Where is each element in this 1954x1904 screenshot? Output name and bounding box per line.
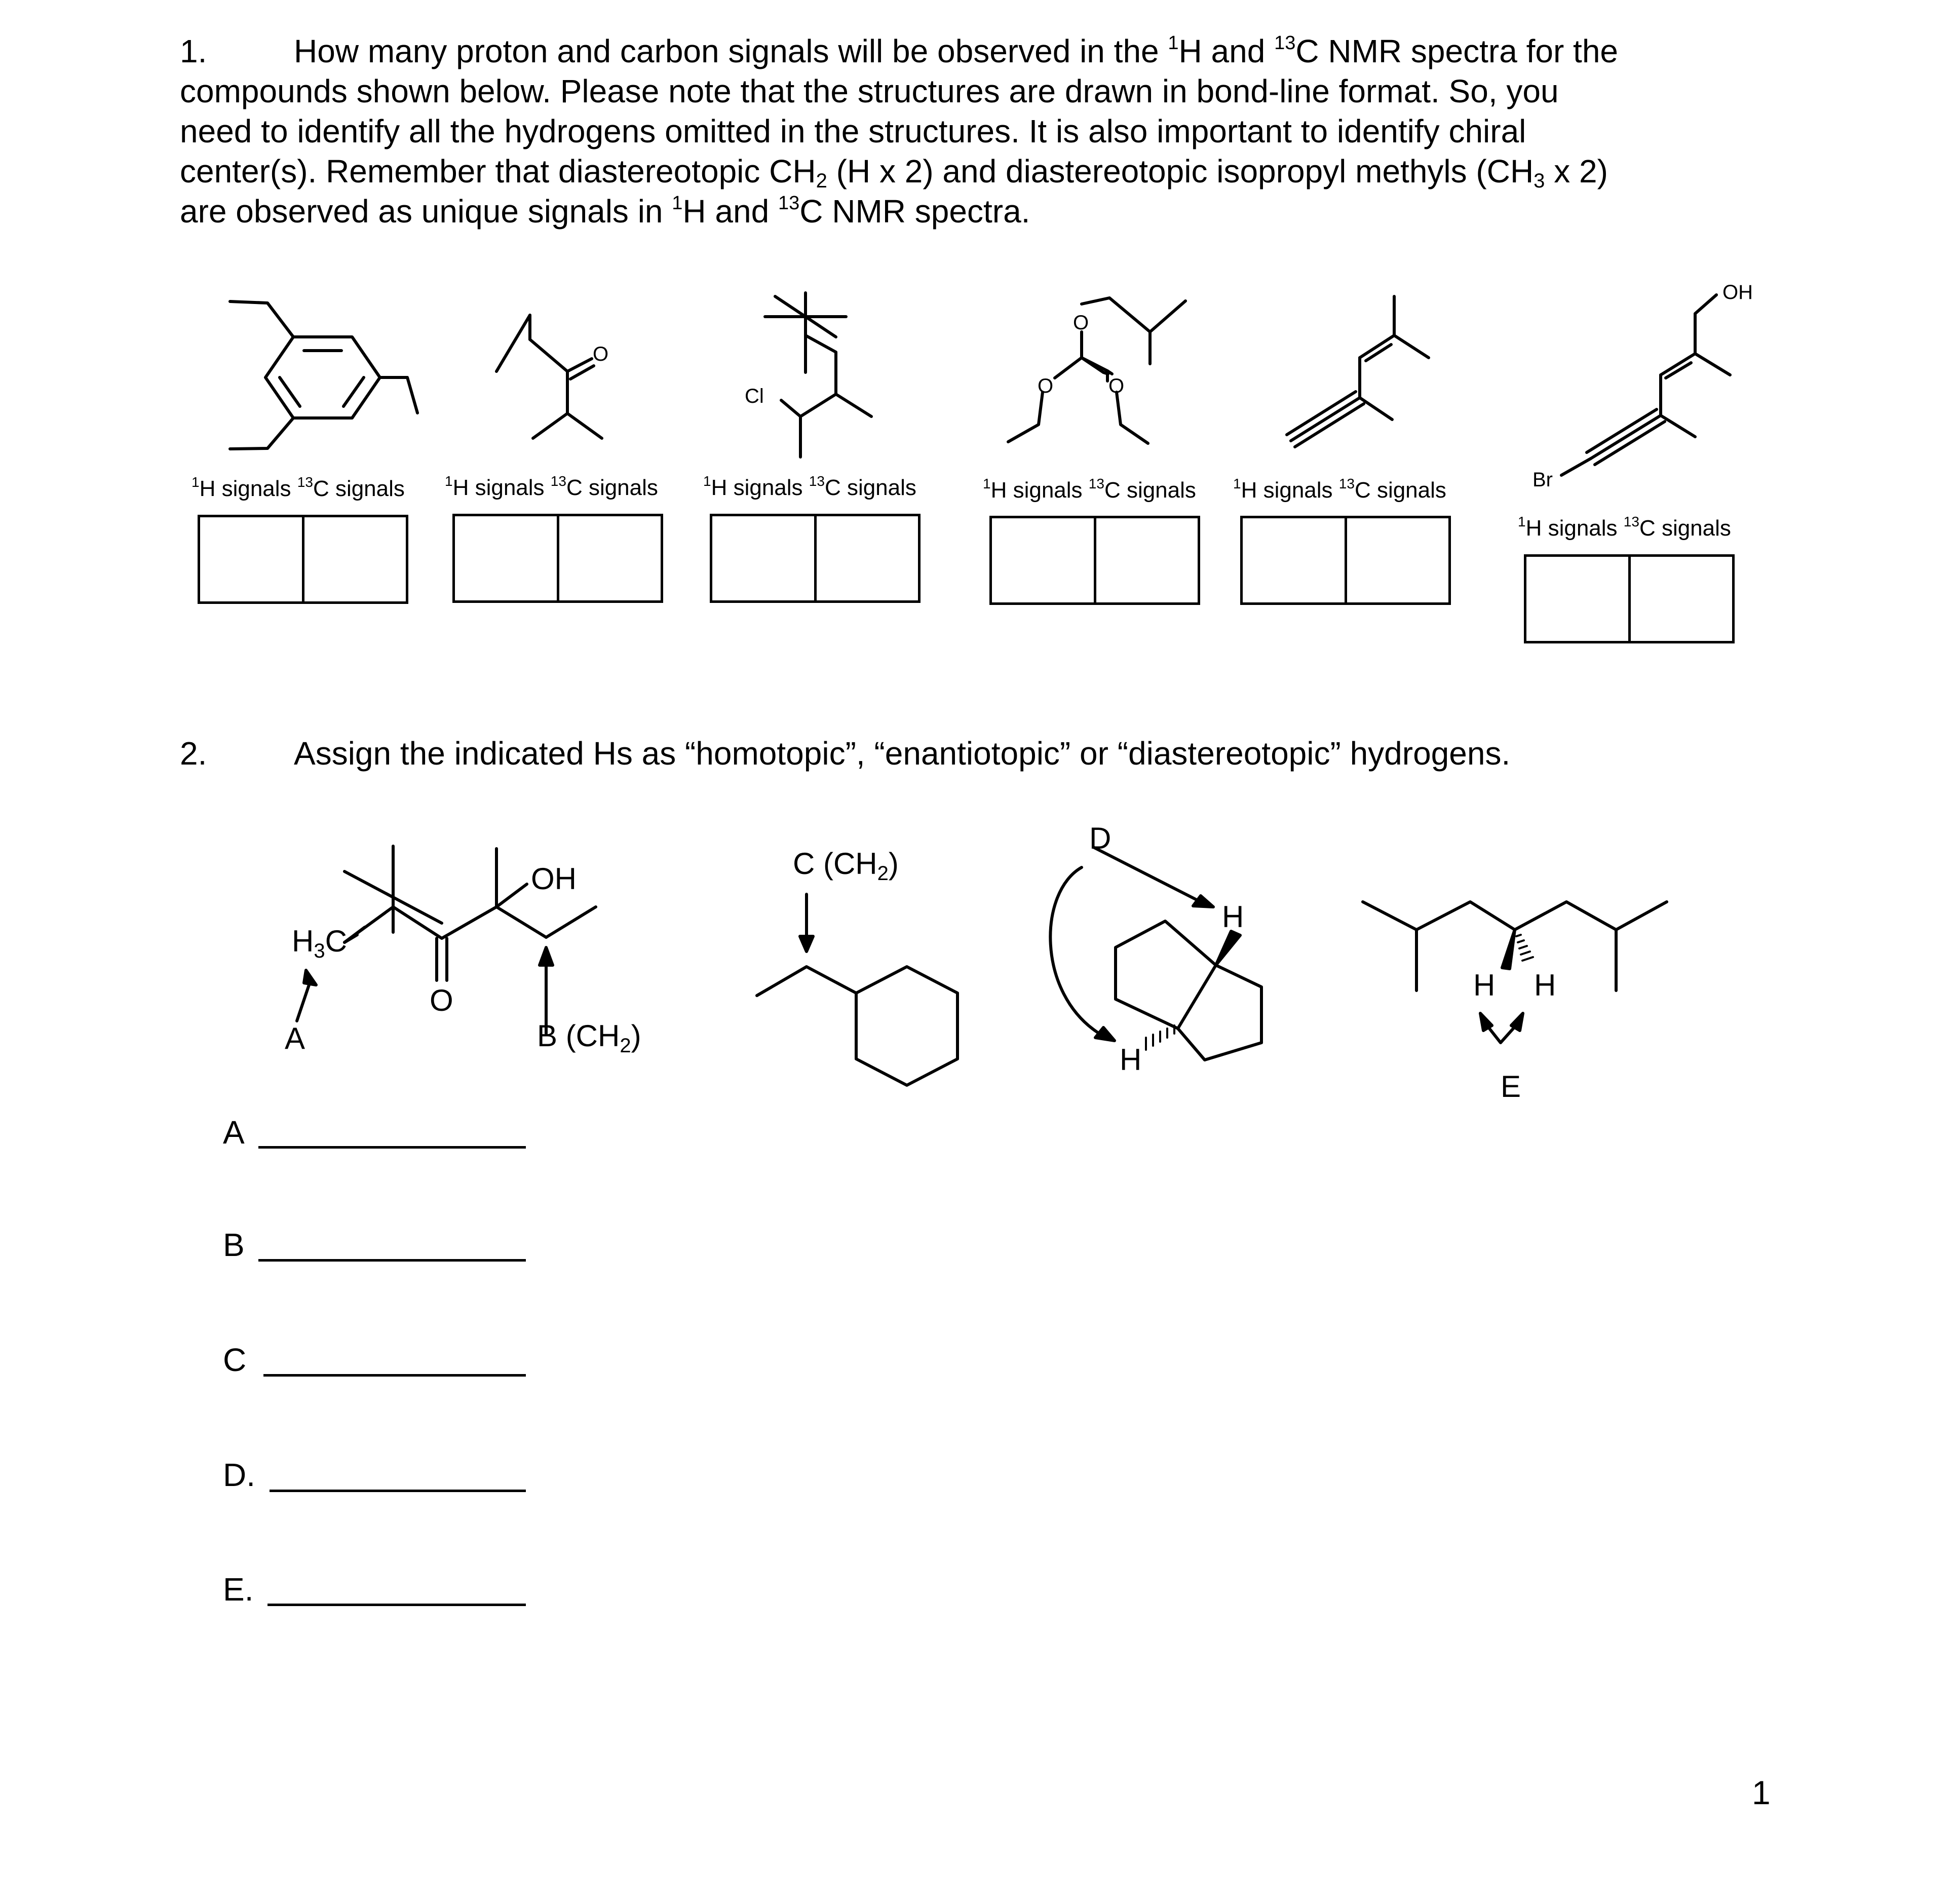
oxygen-label: O: [593, 343, 609, 365]
answer-line-c[interactable]: [263, 1374, 526, 1377]
bromine-label: Br: [1532, 469, 1553, 491]
question-1-text: 1. How many proton and carbon signals will be observed in the $^1$H and $^{13}$C NMR spectra for the compounds shown below. Please note that the structures are drawn in bond-line format. So, you need to identify all the hydrogens omitted in the structures. It is also important to identify chiral center(s). Remember that diastereotopic $CH_2$ (H x 2) and diastereotopic isopropyl methyls ($CH_3$ x 2) are observed as unique signals in $^1$H and $^{13}$C NMR spectra.: [180, 32, 1619, 230]
signal-labels-1: $^1$H signals $^{13}$C signals: [191, 474, 405, 501]
page-number: 1: [1752, 1774, 1771, 1811]
question-1-number: 1.: [180, 33, 207, 69]
answer-line-d[interactable]: [270, 1490, 526, 1492]
signal-labels-5: $^1$H signals $^{13}$C signals: [1233, 476, 1446, 503]
oxygen-label: O: [1038, 375, 1054, 397]
hydroxyl-label: OH: [1722, 281, 1753, 303]
label-b: B $(CH_2)$: [537, 1019, 641, 1057]
signal-labels-4: $^1$H signals $^{13}$C signals: [983, 476, 1196, 503]
signal-labels-2: $^1$H signals $^{13}$C signals: [445, 473, 658, 500]
hydrogen-label: H: [1120, 1043, 1142, 1077]
question-2-number: 2.: [180, 735, 207, 772]
oxygen-label: O: [1073, 312, 1089, 334]
answer-label-b: B: [223, 1227, 245, 1263]
label-e: E: [1501, 1070, 1521, 1103]
answer-label-e: E.: [223, 1571, 254, 1608]
answer-line-b[interactable]: [258, 1259, 526, 1262]
chlorine-label: Cl: [745, 385, 764, 407]
oxygen-label: O: [1108, 375, 1125, 397]
answer-label-c: C: [223, 1342, 247, 1378]
hydrogen-label: H: [1534, 968, 1556, 1002]
label-c: C $(CH_2)$: [793, 847, 899, 885]
hydroxyl-label-q2: OH: [531, 862, 577, 896]
answer-label-a: A: [223, 1114, 245, 1151]
hydrogen-label: H: [1473, 968, 1496, 1002]
carbonyl-oxygen-label: O: [430, 983, 453, 1017]
signal-labels-3: $^1$H signals $^{13}$C signals: [703, 473, 916, 500]
label-d: D: [1089, 821, 1112, 855]
methyl-label: $H_3C$: [292, 924, 347, 962]
hydrogen-label: H: [1222, 900, 1244, 934]
answer-line-a[interactable]: [258, 1146, 526, 1149]
label-a: A: [285, 1021, 305, 1055]
answer-line-e[interactable]: [267, 1604, 526, 1606]
question-2-text: Assign the indicated Hs as “homotopic”, “enantiotopic” or “diastereotopic” hydrogens.: [294, 735, 1511, 772]
answer-label-d: D.: [223, 1457, 255, 1493]
signal-labels-6: $^1$H signals $^{13}$C signals: [1518, 514, 1731, 541]
